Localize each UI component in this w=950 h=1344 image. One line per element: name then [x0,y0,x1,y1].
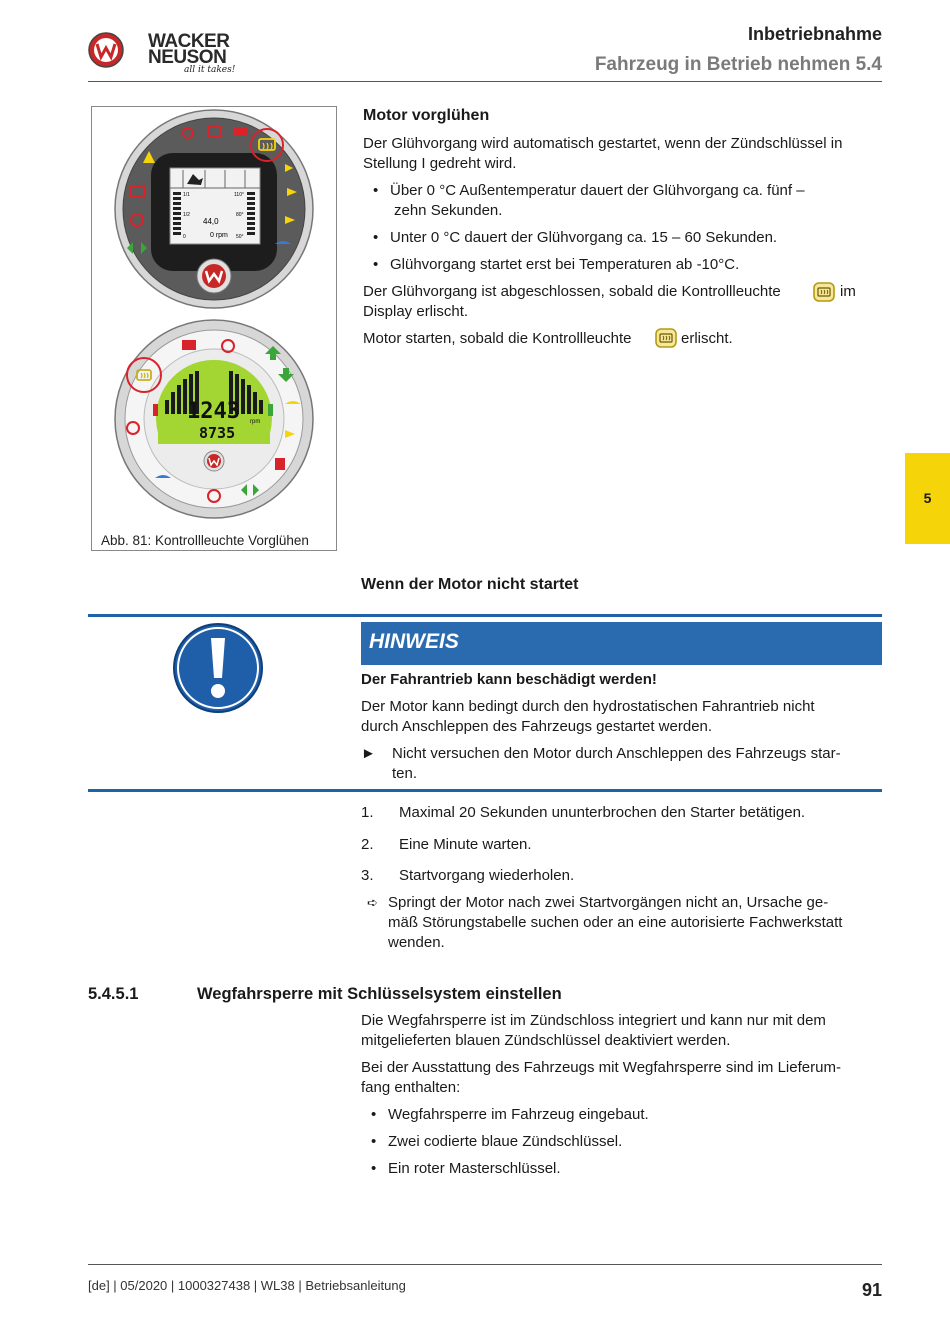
preheat-finished-line2: Display erlischt. [363,303,469,320]
rpm-unit-label: rpm [250,419,261,425]
exclamation-mandatory-icon [172,622,264,714]
hour-meter-display: 8735 [199,424,236,442]
notice-label-bar [361,622,882,665]
section-title: Fahrzeug in Betrieb nehmen 5.4 [594,54,882,75]
instrument-cluster-top [113,108,315,310]
fuel-scale-bottom: 0 [183,234,186,240]
preheat-lamp-icon [654,326,678,350]
preheat-lamp-icon [812,280,836,304]
temp-scale-bottom: 50° [236,234,244,240]
bullet-dot: • [371,1133,377,1150]
chapter-title: Inbetriebnahme [747,24,882,44]
preheat-bullet-1-line1: Über 0 °C Außentemperatur dauert der Glühvorgang ca. fünf – [390,182,805,199]
figure-caption: Abb. 81: Kontrollleuchte Vorglühen [101,533,309,548]
result-line1: Springt der Motor nach zwei Startvorgängen nicht an, Ursache ge- [388,894,829,911]
action-marker: ► [361,745,376,762]
preheat-intro-line1: Der Glühvorgang wird automatisch gestartet, wenn der Zündschlüssel in [363,135,843,152]
chapter-tab [905,453,950,544]
immobilizer-p2-line2: fang enthalten: [361,1079,461,1096]
battery-icon [182,340,196,350]
brand-tagline: all it takes! [184,65,236,75]
notice-title: Der Fahrantrieb kann beschädigt werden! [361,671,657,688]
header-divider [88,81,882,82]
temp-scale-mid: 80° [236,212,244,218]
operating-hours-value: 44,0 [203,217,219,226]
notice-action-line2: ten. [392,765,418,782]
preheat-bullet-3: Glühvorgang startet erst bei Temperaturen ab -10°C. [390,256,740,273]
bullet-dot: • [373,256,379,273]
step-text: Eine Minute warten. [399,836,532,853]
preheat-finished-b: im [840,283,856,300]
fuel-scale-mid: 1/2 [183,212,190,218]
notice-top-border [88,614,882,617]
page-number: 91 [861,1280,882,1300]
immobilizer-p1-line2: mitgelieferten blauen Zündschlüssel deaktiviert werden. [361,1032,731,1049]
preheat-bullet-1-line2: zehn Sekunden. [394,202,503,219]
battery-icon [234,128,248,136]
footer-document-info: [de] | 05/2020 | 1000327438 | WL38 | Betriebsanleitung [88,1278,406,1293]
bullet-dot: • [373,182,379,199]
notice-label: HINWEIS [369,630,459,653]
brand-logo [88,30,248,80]
subsection-number: 5.4.5.1 [88,985,139,1003]
step-number: 1. [361,804,374,821]
bullet-dot: • [371,1160,377,1177]
brand-name-line2: NEUSON [148,47,227,68]
engine-rpm-display: 1243 [187,399,240,424]
rpm-value: 0 rpm [210,232,228,239]
subsection-heading: Wegfahrsperre mit Schlüsselsystem einstellen [197,985,562,1003]
fuel-scale-top: 1/1 [183,192,190,198]
bullet-dot: • [373,229,379,246]
step-number: 2. [361,836,374,853]
start-instruction-a: Motor starten, sobald die Kontrollleuchte [363,330,632,347]
result-arrow-icon: ➪ [367,895,378,910]
temp-scale-top: 110° [234,192,244,198]
immobilizer-bullet: Wegfahrsperre im Fahrzeug eingebaut. [388,1106,649,1123]
chapter-tab-number: 5 [923,490,932,506]
immobilizer-p2-line1: Bei der Ausstattung des Fahrzeugs mit Wegfahrsperre sind im Lieferum- [361,1059,841,1076]
step-text: Startvorgang wiederholen. [399,867,575,884]
instrument-cluster-bottom [113,318,315,520]
notice-bottom-border [88,789,882,792]
result-line3: wenden. [388,934,445,951]
notice-action-line1: Nicht versuchen den Motor durch Anschleppen des Fahrzeugs star- [392,745,841,762]
preheat-heading: Motor vorglühen [363,107,490,124]
footer-divider [88,1264,882,1265]
notice-body-line2: durch Anschleppen des Fahrzeugs gestartet werden. [361,718,713,735]
preheat-bullet-2: Unter 0 °C dauert der Glühvorgang ca. 15 – 60 Sekunden. [390,229,778,246]
immobilizer-p1-line1: Die Wegfahrsperre ist im Zündschloss integriert und kann nur mit dem [361,1012,826,1029]
brand-name-line1: WACKER [148,31,230,52]
immobilizer-bullet: Zwei codierte blaue Zündschlüssel. [388,1133,623,1150]
result-line2: mäß Störungstabelle suchen oder an eine autorisierte Fachwerkstatt [388,914,843,931]
preheat-finished-a: Der Glühvorgang ist abgeschlossen, sobald die Kontrollleuchte [363,283,781,300]
nostart-heading: Wenn der Motor nicht startet [361,576,579,593]
notice-body-line1: Der Motor kann bedingt durch den hydrostatischen Fahrantrieb nicht [361,698,815,715]
hydraulic-oil-icon [275,458,285,470]
bullet-dot: • [371,1106,377,1123]
start-instruction-b: erlischt. [681,330,733,347]
immobilizer-bullet: Ein roter Masterschlüssel. [388,1160,561,1177]
step-text: Maximal 20 Sekunden ununterbrochen den Starter betätigen. [399,804,806,821]
step-number: 3. [361,867,374,884]
preheat-intro-line2: Stellung I gedreht wird. [363,155,517,172]
wacker-neuson-logo-icon [88,32,124,68]
